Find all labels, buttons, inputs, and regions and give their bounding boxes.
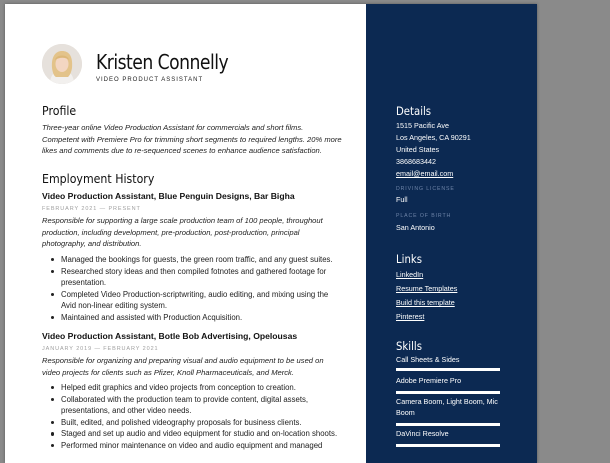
avatar [42,44,82,84]
list-item: Collaborated with the production team to provide content, digital assets, presentations, and other video needs. [51,394,343,417]
list-item: Performed minor maintenance on video and audio equipment and managed [51,440,343,452]
skill-level-bar [396,368,500,371]
birth-label: PLACE OF BIRTH [396,213,452,219]
link-linkedin[interactable]: LinkedIn [396,270,424,279]
list-item: Staged and set up audio and video equipment for studio and on-location shoots. [51,428,343,440]
list-item: Maintained and assisted with Production Acquisition. [51,312,343,324]
skill-level-bar [396,423,500,426]
job-dates: JANUARY 2019 — FEBRUARY 2021 [42,346,159,352]
job-title: Video Production Assistant, Blue Penguin Designs, Bar Bigha [42,191,295,201]
list-item: Managed the bookings for guests, the green room traffic, and any guest suites. [51,254,343,266]
job-bullets [51,382,343,452]
main-column [5,4,366,463]
skill-level-bar [396,391,500,394]
resume-page [5,4,537,463]
list-item: Researched story ideas and then compiled fotnotes and gathered footage for presentation. [51,266,343,289]
job-summary: Responsible for organizing and preparing visual and audio equipment to be used on video projects for clients such as Pfizer, Knoll Pharmaceuticals, and Merck. [42,356,324,377]
email-link[interactable]: email@email.com [396,169,454,178]
phone: 3868683442 [396,157,436,166]
address-line-1: 1515 Pacific Ave [396,121,450,130]
candidate-name: Kristen Connelly [96,50,229,74]
skill-name: DaVinci Resolve [396,429,449,438]
profile-summary: Three-year online Video Production Assistant for commercials and short films. Competent with Premiere Pro for trimming short segments to required lengths. 20% more likes and comments due to re-sequenced scenes to enhance audience satisfaction. [42,123,342,155]
list-item: Completed Video Production-scriptwriting, audio editing, and mixing using the Avid non-linear editing system. [51,289,343,312]
skills-heading: Skills [396,339,423,353]
job-title: Video Production Assistant, Botle Bob Advertising, Opelousas [42,331,298,341]
skill-name: Camera Boom, Light Boom, Mic Boom [396,397,498,417]
country: United States [396,145,440,154]
job-summary: Responsible for supporting a large scale production team of 100 people, throughout production, including development, pre-production, post-production, principal photography, and distribution. [42,216,323,248]
license-label: DRIVING LICENSE [396,186,455,192]
profile-heading: Profile [42,103,77,118]
address-line-2: Los Angeles, CA 90291 [396,133,471,142]
list-item: Helped edit graphics and video projects from conception to creation. [51,382,343,394]
skill-name: Adobe Premiere Pro [396,376,462,385]
sidebar [366,4,537,463]
job-role: VIDEO PRODUCT ASSISTANT [96,77,204,83]
employment-heading: Employment History [42,171,155,186]
job-dates: FEBRUARY 2021 — PRESENT [42,206,141,212]
skill-name: Call Sheets & Sides [396,355,460,364]
skill-level-bar [396,444,500,447]
birth-value: San Antonio [396,223,435,232]
link-pinterest[interactable]: Pinterest [396,312,425,321]
link-build-template[interactable]: Build this template [396,298,455,307]
list-item: Built, edited, and polished videography proposals for business clients. [51,417,343,429]
profile-photo [42,44,82,84]
link-resume-templates[interactable]: Resume Templates [396,284,458,293]
details-heading: Details [396,104,432,118]
job-bullets [51,254,343,324]
license-value: Full [396,195,408,204]
links-heading: Links [396,252,423,266]
